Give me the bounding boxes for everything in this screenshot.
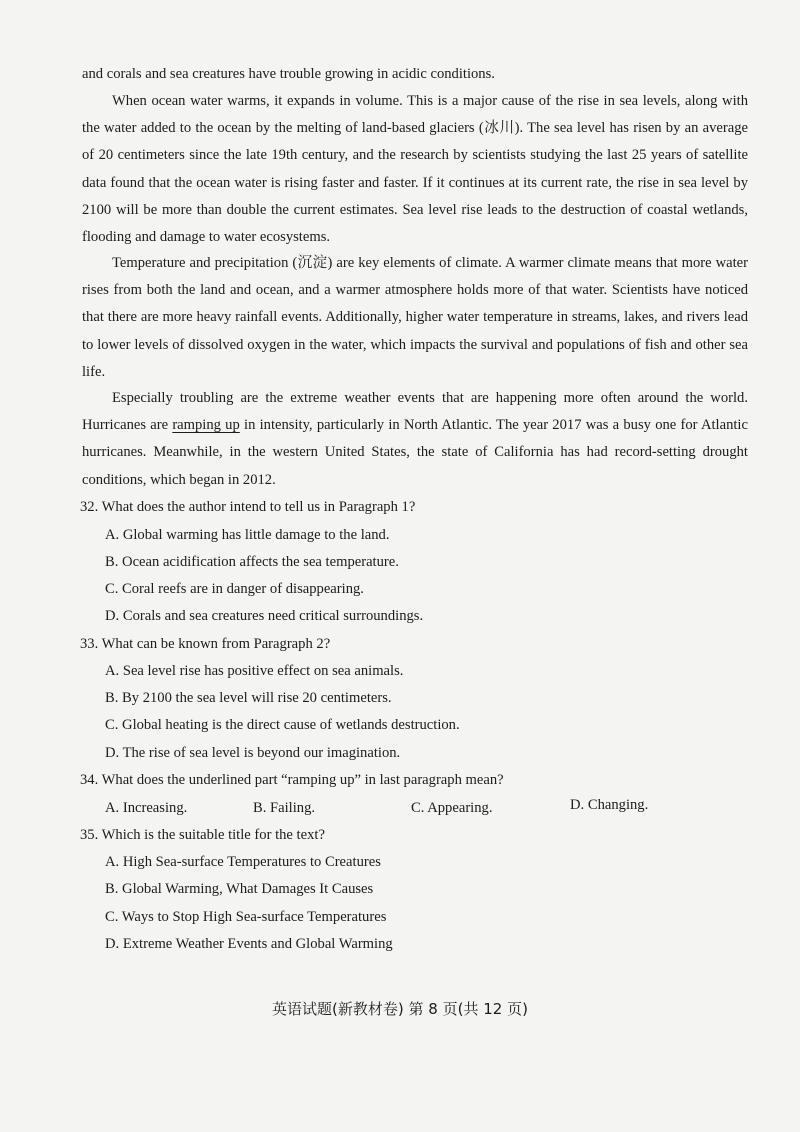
page-footer: 英语试题(新教材卷) 第 8 页(共 12 页) — [272, 1000, 528, 1018]
question-34-stem: 34. What does the underlined part “ramping up” in last paragraph mean? — [80, 772, 504, 788]
paragraph-3-text: Temperature and precipitation (沉淀) are key elements of climate. A warmer climate means that more water rises from both the land and ocean, and a warmer atmosphere holds more of that water. Scientists have noticed that there are more heavy rainfall events. Additionally, higher water temperature in streams, lakes, and rivers lead to lower levels of dissolved oxygen in the water, which impacts the survival and populations of fish and other sea life. — [82, 255, 748, 380]
question-32-option-c[interactable]: C. Coral reefs are in danger of disappearing. — [105, 581, 364, 597]
paragraph-2-text: When ocean water warms, it expands in volume. This is a major cause of the rise in sea levels, along with the water added to the ocean by the melting of land-based glaciers (冰川). The sea level has risen by an average of 20 centimeters since the late 19th century, and the research by scientists studying the last 25 years of satellite data found that the ocean water is rising faster and faster. If it continues at its current rate, the rise in sea level by 2100 will be more than double the current estimates. Sea level rise leads to the destruction of coastal wetlands, flooding and damage to water ecosystems. — [82, 93, 748, 246]
question-33-option-a[interactable]: A. Sea level rise has positive effect on sea animals. — [105, 663, 404, 679]
paragraph-4 — [82, 385, 748, 494]
question-34-option-a[interactable]: A. Increasing. — [105, 800, 188, 816]
question-35-option-c[interactable]: C. Ways to Stop High Sea-surface Temperatures — [105, 909, 387, 925]
underlined-phrase: ramping up — [172, 417, 240, 434]
question-32-option-b[interactable]: B. Ocean acidification affects the sea temperature. — [105, 554, 399, 570]
question-33-option-c[interactable]: C. Global heating is the direct cause of wetlands destruction. — [105, 717, 460, 733]
question-33-stem: 33. What can be known from Paragraph 2? — [80, 636, 331, 652]
question-34-option-c[interactable]: C. Appearing. — [411, 800, 493, 816]
paragraph-4-text-a: Especially troubling are the extreme weather events that are happening more often around the world. Hurricanes are — [82, 390, 748, 434]
question-33-option-d[interactable]: D. The rise of sea level is beyond our imagination. — [105, 745, 401, 761]
question-35-option-a[interactable]: A. High Sea-surface Temperatures to Creatures — [105, 854, 381, 870]
question-33-option-b[interactable]: B. By 2100 the sea level will rise 20 centimeters. — [105, 690, 392, 706]
question-35-option-d[interactable]: D. Extreme Weather Events and Global Warming — [105, 936, 393, 952]
question-32-option-d[interactable]: D. Corals and sea creatures need critical surroundings. — [105, 608, 424, 624]
paragraph-3 — [82, 250, 748, 386]
question-32-stem: 32. What does the author intend to tell us in Paragraph 1? — [80, 499, 416, 515]
question-35-option-b[interactable]: B. Global Warming, What Damages It Causes — [105, 881, 374, 897]
question-34-option-b[interactable]: B. Failing. — [253, 800, 316, 816]
question-32-option-a[interactable]: A. Global warming has little damage to the land. — [105, 527, 390, 543]
paragraph-continuation: and corals and sea creatures have trouble growing in acidic conditions. — [82, 66, 495, 82]
question-35-stem: 35. Which is the suitable title for the text? — [80, 827, 325, 843]
paragraph-2 — [82, 88, 748, 251]
question-34-option-d[interactable]: D. Changing. — [570, 797, 649, 813]
paragraph-4-text-b: in intensity, particularly in North Atlantic. The year 2017 was a busy one for Atlantic hurricanes. Meanwhile, in the western United States, the state of California has had record-setting drought conditions, which began in 2012. — [82, 417, 748, 488]
